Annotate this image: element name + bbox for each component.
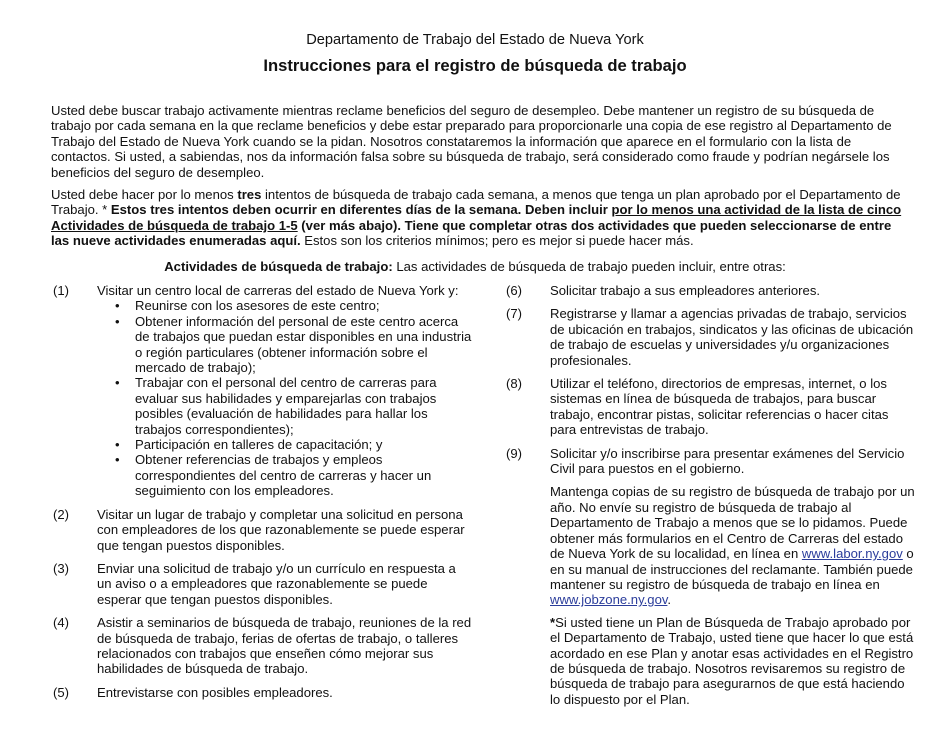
activity-number: (8): [506, 376, 523, 392]
activity-number: (9): [506, 445, 523, 461]
activity-item-6: [506, 283, 916, 298]
activity-text: Visitar un lugar de trabajo y completar una solicitud en persona con empleadores de los que razonablemente se puede esperar que tengan puestos disponibles.: [97, 506, 465, 553]
activity-number: (1): [53, 283, 70, 298]
requirement-underlined: por lo menos una actividad de la lista de cinco Actividades de búsqueda de trabajo 1-5: [51, 202, 902, 233]
intro-paragraph-2: [51, 187, 911, 249]
records-note: [506, 484, 916, 607]
page-title: Instrucciones para el registro de búsqueda de trabajo: [263, 56, 687, 75]
requirement-bold: Estos tres intentos deben ocurrir en diferentes días de la semana. Deben incluir: [110, 202, 612, 218]
activities-heading-text: Las actividades de búsqueda de trabajo pueden incluir, entre otras:: [392, 259, 786, 274]
intro-paragraph-1: Usted debe buscar trabajo activamente mientras reclame beneficios del seguro de desempleo. Debe mantener un registro de su búsqueda de trabajo por cada semana en la que reclame beneficios y debe estar preparado para proporcionarle una copia de ese registro al Departamento de Trabajo del Estado de Nueva York cuando se la pidan. Nosotros constataremos la información que aparece en el formulario con la lista de contactos. Si usted, a sabiendas, nos da información falsa sobre su búsqueda de trabajo, será considerado como fraude y podrían negársele los beneficios del seguro de desempleo.: [51, 103, 892, 180]
requirement-text: Usted debe hacer por lo menos: [51, 187, 238, 203]
activities-heading-bold: Actividades de búsqueda de trabajo:: [164, 259, 393, 274]
activity-number: (2): [53, 506, 70, 522]
activity-item-1: [53, 283, 473, 499]
activity-item-5: [53, 685, 473, 700]
requirement-bold: (ver más abajo). Tiene que completar otras dos actividades que pueden seleccionarse de entre las nueve actividades enumeradas aquí.: [51, 217, 892, 249]
activity-item-3: [53, 561, 473, 607]
intro-section: [51, 103, 911, 256]
activity-text: Visitar un centro local de carreras del estado de Nueva York y:: [97, 283, 459, 298]
activities-heading: [0, 259, 950, 274]
plan-note-text: Si usted tiene un Plan de Búsqueda de Trabajo aprobado por el Departamento de Trabajo, usted tiene que hacer lo que está acordado en ese Plan y anotar esas actividades en el Registro de búsqueda de trabajo. Nosotros revisaremos su registro de búsqueda de trabajo para asegurarnos de que está haciendo lo dispuesto por el Plan.: [550, 614, 914, 707]
activity-number: (3): [53, 560, 70, 576]
activity-number: (7): [506, 306, 523, 322]
plan-asterisk: *: [550, 614, 556, 630]
activity-text: Solicitar y/o inscribirse para presentar exámenes del Servicio Civil para puestos en el gobierno.: [550, 445, 905, 477]
bullet-item: • Participación en talleres de capacitación; y: [135, 437, 473, 452]
requirement-text: intentos de búsqueda de trabajo cada semana, a menos que tenga un plan aprobado por el Departamento de Trabajo. *: [51, 187, 901, 218]
bullet-item: • Obtener referencias de trabajos y empleos correspondientes del centro de carreras y hacer un seguimiento con los empleadores.: [135, 452, 473, 498]
activity-number: (5): [53, 684, 70, 700]
records-note-text: .: [667, 592, 672, 608]
requirement-text: Estos son los criterios mínimos; pero es mejor si puede hacer más.: [300, 233, 694, 249]
activity-item-9: [506, 446, 916, 477]
activity-item-4: [53, 615, 473, 677]
plan-note: [506, 615, 916, 707]
activity-1-bullets: [97, 298, 473, 498]
labor-website-link[interactable]: www.labor.ny.gov: [801, 546, 903, 562]
activity-text: Registrarse y llamar a agencias privadas de trabajo, servicios de ubicación en trabajos, sindicatos y las oficinas de ubicación de trabajo de escuelas y universidades y/u organizaciones profesionales.: [550, 306, 914, 368]
activity-number: (4): [53, 615, 70, 631]
activity-number: (6): [506, 283, 523, 298]
activity-text: Solicitar trabajo a sus empleadores anteriores.: [550, 283, 821, 298]
jobzone-website-link[interactable]: www.jobzone.ny.gov: [550, 592, 668, 608]
activity-text: Asistir a seminarios de búsqueda de trabajo, reuniones de la red de búsqueda de trabajo, ferias de ofertas de trabajo, o talleres relacionados con trabajos que enseñen cómo mejorar sus habilidades de búsqueda de trabajo.: [97, 615, 472, 677]
records-note-text: o en su manual de instrucciones del reclamante. También puede mantener su registro de búsqueda de trabajo en línea en: [550, 546, 914, 592]
requirement-count: tres: [237, 187, 262, 203]
activity-text: Enviar una solicitud de trabajo y/o un currículo en respuesta a un aviso o a empleadores que razonablemente se puede esperar que tengan puestos disponibles.: [97, 560, 456, 607]
activity-text: Utilizar el teléfono, directorios de empresas, internet, o los sistemas en línea de búsqueda de trabajos, para buscar trabajo, encontrar pistas, solicitar referencias o hacer citas para entrevistas de trabajo.: [550, 376, 889, 438]
activity-text: Entrevistarse con posibles empleadores.: [97, 684, 333, 700]
bullet-item: • Trabajar con el personal del centro de carreras para evaluar sus habilidades y emparejarlas con trabajos posibles (evaluación de habilidades para hallar los trabajos correspondientes);: [135, 375, 473, 437]
activity-item-8: [506, 376, 916, 438]
bullet-item: • Obtener información del personal de este centro acerca de trabajos que puedan estar disponibles en una industria o región particulares (obtener información sobre el mercado de trabajo);: [135, 314, 473, 376]
bullet-item: • Reunirse con los asesores de este centro;: [135, 298, 473, 313]
agency-name: Departamento de Trabajo del Estado de Nueva York: [306, 32, 644, 48]
activity-item-7: [506, 306, 916, 368]
records-note-text: Mantenga copias de su registro de búsqueda de trabajo por un año. No envíe su registro de búsqueda de trabajo al Departamento de Trabajo a menos que se lo pidamos. Puede obtener más formularios en el Centro de Carreras del estado de Nueva York de su localidad, en línea en: [550, 484, 915, 562]
activities-right-column: [506, 283, 916, 714]
activities-left-column: [53, 283, 473, 708]
activity-item-2: [53, 507, 473, 553]
